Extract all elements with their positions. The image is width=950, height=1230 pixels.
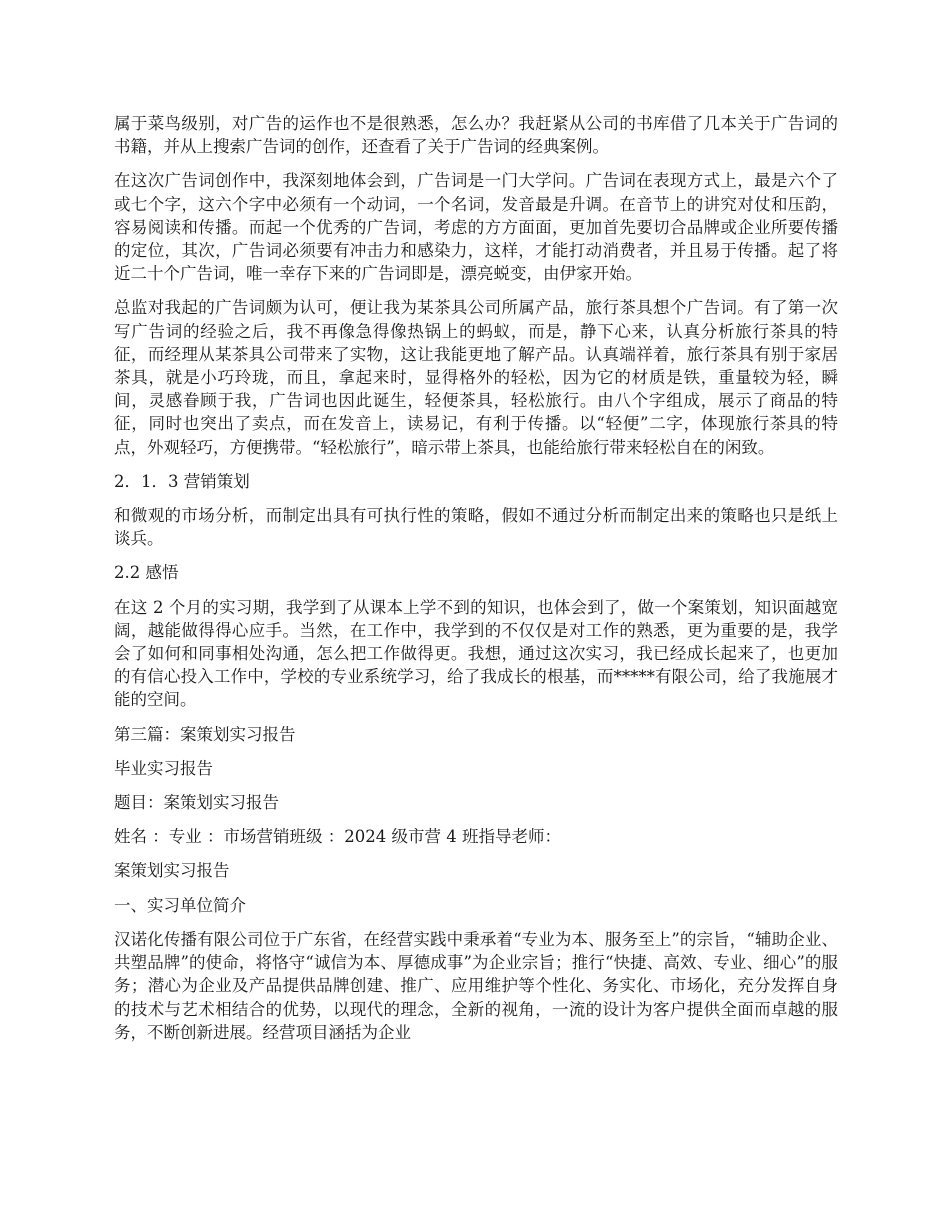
section-heading-marketing: 2．1．3 营销策划 [114, 471, 250, 491]
section-heading-company: 一、实习单位简介 [114, 895, 246, 915]
report-title: 毕业实习报告 [114, 758, 213, 778]
report-topic: 题目：案策划实习报告 [114, 793, 279, 813]
paragraph-company-intro: 汉诺化传播有限公司位于广东省，在经营实践中秉承着“专业为本、服务至上”的宗旨，“辅助企业、共塑品牌”的使命，将恪守“诚信为本、厚德成事”为企业宗旨；推行“快捷、高效、专业、细心”的服务；潜心为企业及产品提供品牌创建、推广、应用维护等个性化、务实化、市场化，充分发挥自身的技术与艺术相结合的优势，以现代的理念，全新的视角，一流的设计为客户提供全面而卓越的服务，不断创新进展。经营项目涵括为企业 [114, 929, 838, 1042]
paragraph-marketing: 和微观的市场分析，而制定出具有可执行性的策略，假如不通过分析而制定出来的策略也只是纸上谈兵。 [114, 506, 838, 549]
student-info-line: 姓名 ：专业 ：市场营销班级 ：2024 级市营 4 班指导老师： [114, 827, 561, 847]
paragraph-research: 属于菜鸟级别，对广告的运作也不是很熟悉，怎么办？我赶紧从公司的书库借了几本关于广告词的书籍，并从上搜索广告词的创作，还查看了关于广告词的经典案例。 [114, 114, 838, 157]
document-page [114, 112, 838, 1055]
report-subtitle: 案策划实习报告 [114, 861, 230, 881]
paragraph-slogan-creation: 在这次广告词创作中，我深刻地体会到，广告词是一门大学问。广告词在表现方式上，最是六个了或七个字，这六个字中必须有一个动词，一个名词，发音最是升调。在音节上的讲究对仗和压韵，容易阅读和传播。而起一个优秀的广告词，考虑的方方面面，更加首先要切合品牌或企业所要传播的定位，其次，广告词必须要有冲击力和感染力，这样，才能打动消费者，并且易于传播。起了将近二十个广告词，唯一幸存下来的广告词即是，漂亮蜕变，由伊家开始。 [114, 171, 838, 284]
paragraph-reflection: 在这 2 个月的实习期，我学到了从课本上学不到的知识，也体会到了，做一个案策划，知识面越宽阔，越能做得得心应手。当然，在工作中，我学到的不仅仅是对工作的熟悉，更为重要的是，我学会了如何和同事相处沟通，怎么把工作做得更。我想，通过这次实习，我已经成长起来了，也更加的有信心投入工作中，学校的专业系统学习，给了我成长的根基，而*****有限公司，给了我施展才能的空间。 [114, 597, 838, 710]
paragraph-tea-set-slogan: 总监对我起的广告词颇为认可，便让我为某茶具公司所属产品，旅行茶具想个广告词。有了第一次写广告词的经验之后，我不再像急得像热锅上的蚂蚁，而是，静下心来，认真分析旅行茶具的特征，而经理从某茶具公司带来了实物，这让我能更地了解产品。认真端祥着，旅行茶具有别于家居茶具，就是小巧玲珑，而且，拿起来时，显得格外的轻松，因为它的材质是铁，重量较为轻，瞬间，灵感眷顾于我，广告词也因此诞生，轻便茶具，轻松旅行。由八个字组成，展示了商品的特征，同时也突出了卖点，而在发音上，读易记，有利于传播。以“轻便”二字，体现旅行茶具的特点，外观轻巧，方便携带。“轻松旅行”，暗示带上茶具，也能给旅行带来轻松自在的闲致。 [114, 298, 838, 457]
part-three-title: 第三篇：案策划实习报告 [114, 724, 296, 744]
section-heading-reflection: 2.2 感悟 [114, 563, 179, 583]
